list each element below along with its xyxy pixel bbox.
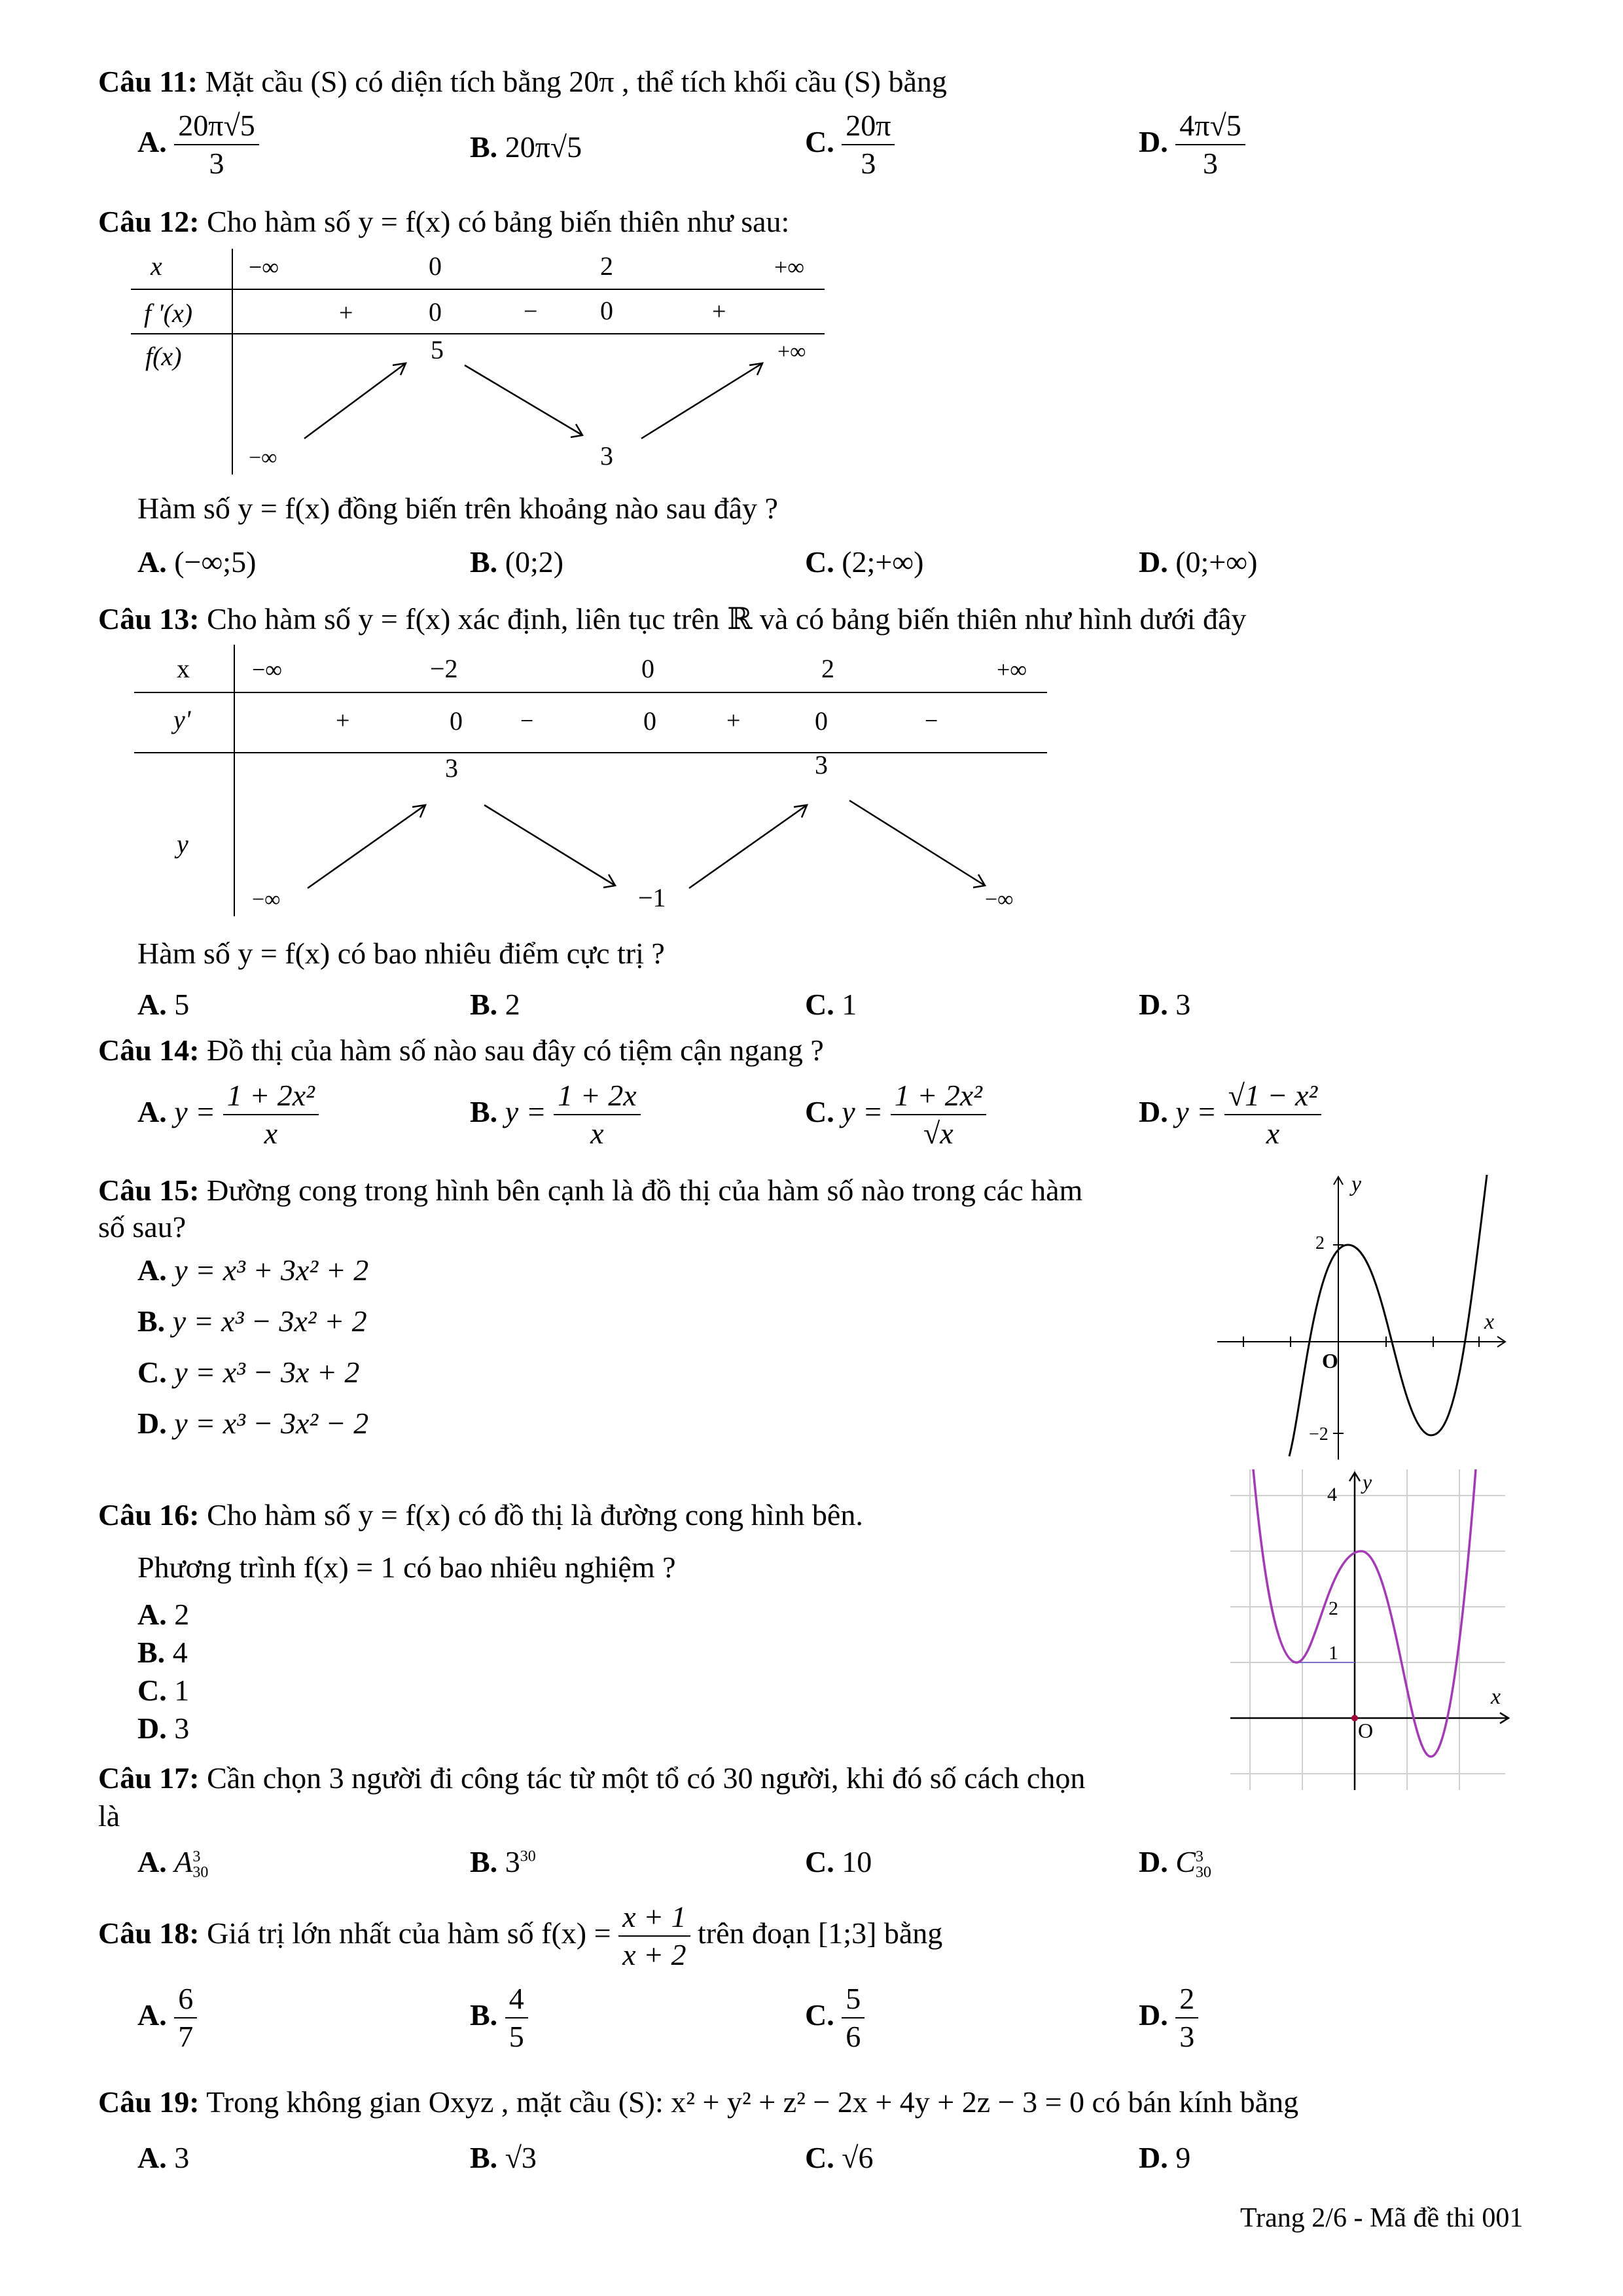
q15-option-b[interactable]	[137, 1304, 367, 1338]
option-lhs: y =	[505, 1094, 546, 1128]
option-label: D.	[1139, 545, 1168, 579]
q17-stem	[98, 1761, 1085, 1795]
table-value: −∞	[249, 446, 277, 470]
table-y-label: y	[177, 829, 188, 859]
q12-text: Cho hàm số y = f(x) có bảng biến thiên như sau:	[207, 205, 790, 238]
q12-stem	[98, 204, 789, 239]
fraction-denominator: x	[590, 1117, 604, 1151]
q19-label: Câu 19:	[98, 2085, 200, 2119]
q12-option-a[interactable]	[137, 545, 256, 579]
option-subscript: 30	[192, 1864, 209, 1882]
option-value: (0;2)	[505, 545, 564, 579]
table-value: 5	[431, 335, 444, 365]
fraction-denominator: x	[264, 1117, 278, 1151]
option-lhs: y =	[174, 1094, 216, 1128]
q18-stem	[98, 1901, 942, 1971]
q14-option-c[interactable]	[805, 1080, 986, 1150]
axis-y-label: y	[1351, 1172, 1362, 1196]
tick-label: 2	[1315, 1233, 1325, 1253]
option-label: C.	[805, 124, 834, 158]
tick-label: 2	[1329, 1598, 1338, 1619]
option-label: B.	[137, 1636, 166, 1669]
q15-graph	[1217, 1172, 1518, 1460]
option-value: 10	[842, 1845, 872, 1878]
option-superscript: 3	[1195, 1848, 1204, 1866]
option-label: A.	[137, 1094, 167, 1128]
table-x-label: x	[177, 654, 190, 683]
option-lhs: y =	[842, 1094, 883, 1128]
q18-label: Câu 18:	[98, 1916, 200, 1950]
q14-label: Câu 14:	[98, 1033, 200, 1067]
q13-question: Hàm số y = f(x) có bao nhiêu điểm cực trị ?	[137, 937, 665, 970]
q18-option-d[interactable]	[1139, 1983, 1198, 2053]
option-value: (2;+∞)	[842, 545, 924, 579]
option-value: y = x³ + 3x² + 2	[174, 1253, 369, 1287]
q14-option-a[interactable]	[137, 1080, 319, 1150]
q15-text-line2: số sau?	[98, 1210, 187, 1244]
option-label: A.	[137, 1598, 167, 1631]
fraction-denominator: x	[1266, 1117, 1280, 1151]
table-sign: −	[524, 298, 538, 325]
option-value: 2	[505, 988, 520, 1021]
fraction-numerator: 1 + 2x	[554, 1080, 640, 1115]
option-label: C.	[805, 1094, 834, 1128]
option-label: B.	[470, 545, 498, 579]
option-label: C.	[805, 1845, 834, 1878]
q12-option-b[interactable]	[470, 545, 563, 579]
table-x-value: −∞	[249, 254, 279, 280]
option-label: A.	[137, 1845, 167, 1878]
q19-option-d[interactable]	[1139, 2140, 1190, 2175]
option-label: D.	[1139, 2141, 1168, 2174]
q18-text-a: Giá trị lớn nhất của hàm số f(x) =	[207, 1916, 611, 1950]
fraction-numerator: x + 1	[618, 1901, 690, 1937]
q12-variation-table	[131, 249, 838, 478]
option-value: 3	[174, 1712, 190, 1745]
fraction-denominator: √x	[923, 1117, 954, 1151]
option-label: C.	[137, 1674, 167, 1707]
table-x-value: 0	[429, 251, 442, 281]
option-subscript: 30	[1195, 1864, 1211, 1882]
option-label: C.	[137, 1355, 167, 1389]
option-base: C	[1175, 1845, 1196, 1878]
fraction-numerator: 20π√5	[174, 110, 259, 145]
table-sign: 0	[643, 706, 656, 736]
q13-text: Cho hàm số y = f(x) xác định, liên tục trên ℝ và có bảng biến thiên như hình dưới đây	[207, 602, 1247, 636]
table-value: −1	[638, 883, 666, 912]
option-label: B.	[470, 988, 498, 1021]
table-sign: +	[336, 707, 350, 734]
q11-option-c[interactable]	[805, 110, 895, 180]
option-value: 4	[172, 1636, 188, 1669]
q12-label: Câu 12:	[98, 205, 200, 238]
tick-label: 1	[1329, 1642, 1338, 1664]
axis-y-label: y	[1363, 1470, 1372, 1494]
q17-option-a[interactable]	[137, 1844, 208, 1880]
table-sign: +	[339, 299, 353, 327]
q17-text-line1: Cần chọn 3 người đi công tác từ một tổ có 30 người, khi đó số cách chọn	[207, 1761, 1086, 1795]
fraction-numerator: 20π	[842, 110, 895, 145]
option-value: 3	[1175, 988, 1191, 1021]
q15-option-a[interactable]	[137, 1253, 368, 1287]
function-curve	[1253, 1469, 1476, 1757]
option-superscript: 30	[520, 1848, 536, 1865]
option-label: A.	[137, 1253, 167, 1287]
option-label: B.	[137, 1304, 166, 1338]
q19-option-b[interactable]	[470, 2140, 537, 2175]
q11-text: Mặt cầu (S) có diện tích bằng 20π , thể tích khối cầu (S) bằng	[205, 65, 947, 98]
table-x-value: 2	[600, 251, 613, 281]
fraction-numerator: 6	[174, 1983, 197, 2018]
option-value: y = x³ − 3x² − 2	[174, 1407, 369, 1440]
option-value: √6	[842, 2141, 874, 2174]
q12-option-d[interactable]	[1139, 545, 1257, 579]
q16-graph	[1230, 1469, 1518, 1790]
q14-stem	[98, 1033, 824, 1067]
option-label: A.	[137, 545, 167, 579]
q19-text: Trong không gian Oxyz , mặt cầu (S): x² + y² + z² − 2x + 4y + 2z − 3 = 0 có bán kính bằng	[206, 2085, 1299, 2119]
q11-label: Câu 11:	[98, 65, 198, 98]
table-value: −∞	[985, 888, 1014, 912]
fraction-numerator: 4	[505, 1983, 528, 2018]
q13-stem	[98, 601, 1246, 636]
q13-option-c[interactable]	[805, 987, 857, 1022]
option-label: B.	[470, 1094, 498, 1128]
q11-option-d[interactable]	[1139, 110, 1245, 180]
table-value: 3	[600, 441, 613, 471]
option-base: 3	[505, 1845, 520, 1878]
table-x-value: 0	[641, 654, 654, 683]
q16-option-b[interactable]	[137, 1635, 188, 1670]
q19-stem	[98, 2085, 1298, 2119]
tick-label: −2	[1309, 1424, 1329, 1444]
option-label: D.	[137, 1407, 167, 1440]
fraction-denominator: 5	[508, 2020, 524, 2054]
table-x-value: −∞	[252, 656, 282, 683]
option-value: y = x³ − 3x² + 2	[172, 1304, 367, 1338]
table-x-value: +∞	[997, 656, 1027, 683]
tick-label: 4	[1327, 1484, 1337, 1505]
q15-stem	[98, 1173, 1082, 1208]
table-x-value: 2	[821, 654, 834, 683]
q11-option-a[interactable]	[137, 110, 259, 180]
q16-label: Câu 16:	[98, 1498, 200, 1532]
fraction-numerator: 2	[1175, 1983, 1198, 2018]
option-label: C.	[805, 1998, 834, 2032]
table-x-value: +∞	[774, 254, 804, 280]
table-fprime-label: f '(x)	[144, 298, 193, 328]
q13-option-a[interactable]	[137, 987, 189, 1022]
fraction-denominator: 3	[209, 147, 224, 181]
option-label: D.	[1139, 1845, 1168, 1878]
q17-text-line2: là	[98, 1799, 120, 1833]
table-sign: 0	[450, 706, 463, 736]
page-footer: Trang 2/6 - Mã đề thi 001	[1240, 2203, 1524, 2233]
q15-text-line1: Đường cong trong hình bên cạnh là đồ thị của hàm số nào trong các hàm	[207, 1174, 1083, 1207]
q13-option-d[interactable]	[1139, 987, 1190, 1022]
option-label: B.	[470, 1845, 498, 1878]
cubic-curve	[1289, 1175, 1487, 1456]
option-value: 1	[842, 988, 857, 1021]
q16-option-c[interactable]	[137, 1673, 189, 1708]
table-sign: 0	[429, 297, 442, 327]
axis-x-label: x	[1484, 1310, 1495, 1334]
fraction-numerator: 1 + 2x²	[223, 1080, 319, 1115]
option-label: A.	[137, 124, 167, 158]
q12-question: Hàm số y = f(x) đồng biến trên khoảng nào sau đây ?	[137, 492, 778, 525]
q11-option-b[interactable]	[470, 130, 582, 164]
table-value: 3	[815, 750, 828, 780]
option-base: A	[174, 1845, 193, 1878]
table-value: −∞	[252, 888, 281, 912]
option-label: B.	[470, 130, 498, 164]
option-label: D.	[1139, 124, 1168, 158]
option-label: D.	[1139, 1094, 1168, 1128]
q17-option-c[interactable]	[805, 1844, 872, 1879]
q19-option-c[interactable]	[805, 2140, 873, 2175]
table-sign: +	[726, 707, 741, 734]
table-sign: −	[520, 708, 534, 734]
q18-text-b: trên đoạn [1;3] bằng	[698, 1916, 943, 1950]
table-value: +∞	[777, 340, 806, 364]
q17-label: Câu 17:	[98, 1761, 200, 1795]
q15-option-c[interactable]	[137, 1355, 359, 1390]
table-f-label: f(x)	[145, 342, 182, 371]
q16-option-a[interactable]	[137, 1597, 189, 1632]
option-label: D.	[137, 1712, 167, 1745]
option-label: B.	[470, 2141, 498, 2174]
fraction-numerator: 4π√5	[1175, 110, 1245, 145]
option-label: A.	[137, 1998, 167, 2032]
option-value: 20π√5	[505, 130, 582, 164]
option-label: A.	[137, 988, 167, 1021]
option-lhs: y =	[1175, 1094, 1217, 1128]
table-sign: −	[925, 708, 938, 734]
option-label: C.	[805, 545, 834, 579]
option-value: y = x³ − 3x + 2	[174, 1355, 360, 1389]
option-value: (−∞;5)	[174, 545, 257, 579]
option-label: C.	[805, 2141, 834, 2174]
fraction-numerator: 1 + 2x²	[891, 1080, 986, 1115]
fraction-denominator: 6	[846, 2020, 861, 2054]
q13-label: Câu 13:	[98, 602, 200, 636]
fraction-numerator: 5	[842, 1983, 865, 2018]
origin-label: O	[1358, 1719, 1374, 1742]
option-value: 3	[174, 2141, 190, 2174]
fraction-denominator: 3	[861, 147, 876, 181]
option-superscript: 3	[192, 1848, 201, 1866]
q14-option-b[interactable]	[470, 1080, 641, 1150]
option-value: 5	[174, 988, 190, 1021]
option-label: C.	[805, 988, 834, 1021]
q13-option-b[interactable]	[470, 987, 520, 1022]
q11-stem	[98, 64, 947, 99]
option-value: √3	[505, 2141, 537, 2174]
q13-variation-table	[134, 645, 1050, 920]
option-value: 2	[174, 1598, 190, 1631]
q16-equation: Phương trình f(x) = 1 có bao nhiêu nghiệm ?	[137, 1551, 676, 1584]
q15-option-d[interactable]	[137, 1406, 368, 1441]
q18-option-c[interactable]	[805, 1983, 865, 2053]
table-value: 3	[445, 753, 458, 783]
option-label: D.	[1139, 1998, 1168, 2032]
fraction-denominator: 3	[1179, 2020, 1195, 2054]
option-value: 1	[174, 1674, 190, 1707]
q18-option-b[interactable]	[470, 1983, 528, 2053]
q19-option-a[interactable]	[137, 2140, 189, 2175]
q16-text: Cho hàm số y = f(x) có đồ thị là đường cong hình bên.	[207, 1498, 863, 1532]
q17-option-b[interactable]	[470, 1844, 536, 1879]
q15-label: Câu 15:	[98, 1174, 200, 1207]
table-x-label: x	[151, 251, 162, 281]
option-label: D.	[1139, 988, 1168, 1021]
fraction-numerator: √1 − x²	[1224, 1080, 1322, 1115]
fraction-denominator: x + 2	[622, 1938, 687, 1972]
q14-text: Đồ thị của hàm số nào sau đây có tiệm cận ngang ?	[207, 1033, 824, 1067]
table-sign: 0	[815, 706, 828, 736]
option-label: A.	[137, 2141, 167, 2174]
table-yprime-label: y'	[173, 705, 191, 734]
q14-option-d[interactable]	[1139, 1080, 1321, 1150]
option-value: (0;+∞)	[1175, 545, 1258, 579]
q16-stem	[98, 1498, 863, 1532]
table-sign: 0	[600, 296, 613, 325]
q12-option-c[interactable]	[805, 545, 923, 579]
option-label: B.	[470, 1998, 498, 2032]
fraction-denominator: 7	[178, 2020, 194, 2054]
fraction-denominator: 3	[1202, 147, 1218, 181]
q17-option-d[interactable]	[1139, 1844, 1211, 1880]
option-value: 9	[1175, 2141, 1191, 2174]
q16-option-d[interactable]	[137, 1711, 189, 1746]
origin-label: O	[1322, 1349, 1338, 1372]
table-sign: +	[712, 298, 726, 325]
axis-x-label: x	[1491, 1685, 1501, 1709]
table-x-value: −2	[430, 654, 458, 683]
q18-option-a[interactable]	[137, 1983, 197, 2053]
